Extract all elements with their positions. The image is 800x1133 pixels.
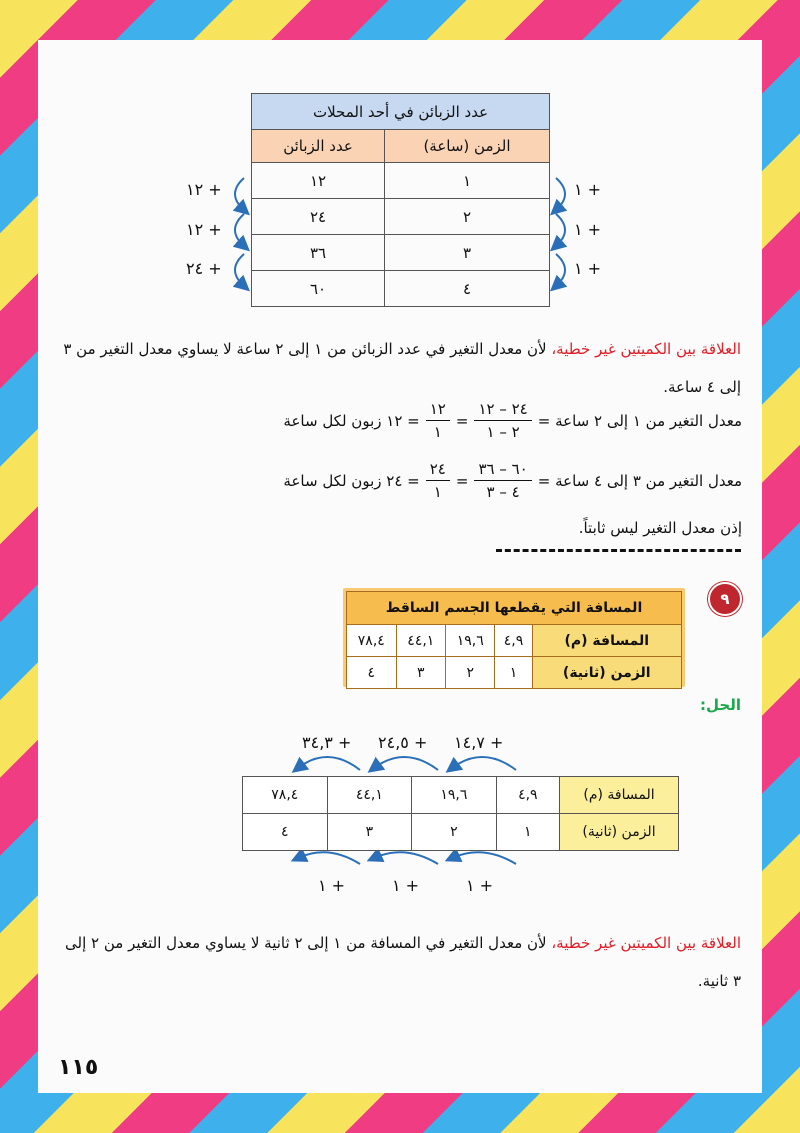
cell: ١ <box>495 657 532 689</box>
arrow-curve <box>556 254 565 286</box>
diff-label: + ١ <box>574 259 602 278</box>
diff-label: + ٢٤ <box>186 259 222 278</box>
cell: ٢ <box>412 814 497 851</box>
cell: ٧٨,٤ <box>347 625 397 657</box>
cell: ٢ <box>446 657 495 689</box>
distance-table <box>242 776 679 851</box>
cell: ٣ <box>385 235 550 271</box>
cell: ١٩,٦ <box>412 777 497 814</box>
fraction <box>426 460 450 501</box>
cell: ٤ <box>347 657 397 689</box>
customers-header: عدد الزبائن <box>252 130 385 163</box>
arrow-curve <box>556 214 565 246</box>
statement-rest: لأن معدل التغير في عدد الزبائن من ١ إلى ٢ ساعة لا يساوي معدل التغير من ٣ إلى ٤ ساعة. <box>63 340 741 396</box>
row-header: الزمن (ثانية) <box>560 814 679 851</box>
denominator: ٢ – ١ <box>486 423 520 441</box>
row-header: المسافة (م) <box>560 777 679 814</box>
diff-label: + ١٤,٧ <box>454 733 504 752</box>
cell: ١ <box>385 163 550 199</box>
paragraph-2 <box>58 924 741 1000</box>
eq-result: = ٢٤ زبون لكل ساعة <box>283 471 420 490</box>
page-number: ١١٥ <box>58 1055 99 1080</box>
arrow-curve <box>374 852 438 864</box>
cell: ٤ <box>243 814 328 851</box>
numerator: ٢٤ <box>426 460 450 481</box>
cell: ٤٤,١ <box>396 625 445 657</box>
arrow-curve <box>452 757 516 770</box>
diff-label: + ١ <box>392 876 420 895</box>
fraction <box>474 460 531 501</box>
cell: ٤ <box>385 271 550 307</box>
cell: ٢ <box>385 199 550 235</box>
paragraph-1 <box>58 330 741 406</box>
eq-label: معدل التغير من ٣ إلى ٤ ساعة = <box>537 471 742 490</box>
denominator: ١ <box>433 423 442 441</box>
numerator: ٢٤ – ١٢ <box>474 400 531 421</box>
row-header: الزمن (ثانية) <box>532 657 681 689</box>
cell: ٢٤ <box>252 199 385 235</box>
diff-label: + ٣٤,٣ <box>302 733 352 752</box>
cell: ٤,٩ <box>496 777 559 814</box>
cell: ١٩,٦ <box>446 625 495 657</box>
cell: ٦٠ <box>252 271 385 307</box>
cell: ٣ <box>396 657 445 689</box>
red-statement: العلاقة بين الكميتين غير خطية، <box>551 340 741 358</box>
equation-2: معدل التغير من ٣ إلى ٤ ساعة = $\frac{٦٠ - ٣٦}{٤ - ٣}$ = $\frac{٢٤}{١}$ = ٢٤ زبون لكل ساعة <box>283 460 742 501</box>
cell: ٧٨,٤ <box>243 777 328 814</box>
arrow-curve <box>235 178 244 210</box>
arrow-curve <box>452 852 516 864</box>
denominator: ٤ – ٣ <box>486 483 520 501</box>
eq-label: معدل التغير من ١ إلى ٢ ساعة = <box>537 411 742 430</box>
equation-1: معدل التغير من ١ إلى ٢ ساعة = $\frac{٢٤ - ١٢}{٢ - ١}$ = $\frac{١٢}{١}$ = ١٢ زبون لكل ساعة <box>283 400 742 441</box>
conclusion: إذن معدل التغير ليس ثابتاً. <box>578 519 742 537</box>
red-statement: العلاقة بين الكميتين غير خطية، <box>551 934 741 952</box>
arrow-curve <box>235 254 244 286</box>
diff-label: + ١ <box>574 220 602 239</box>
falling-body-table <box>346 591 682 689</box>
arrow-curve <box>556 178 565 210</box>
arrow-curve <box>298 757 360 770</box>
arrow-curve <box>298 852 360 864</box>
fraction <box>474 400 531 441</box>
cell: ٣ <box>327 814 412 851</box>
time-header: الزمن (ساعة) <box>385 130 550 163</box>
problem-number-badge: ٩ <box>708 582 742 616</box>
arrow-curve <box>374 757 438 770</box>
diff-label: + ١ <box>574 180 602 199</box>
numerator: ١٢ <box>426 400 450 421</box>
divider <box>496 549 741 552</box>
fraction <box>426 400 450 441</box>
row-header: المسافة (م) <box>532 625 681 657</box>
statement-rest: لأن معدل التغير في المسافة من ١ إلى ٢ ثانية لا يساوي معدل التغير من ٢ إلى ٣ ثانية. <box>65 934 741 990</box>
customers-table-title: عدد الزبائن في أحد المحلات <box>252 94 550 130</box>
cell: ٣٦ <box>252 235 385 271</box>
cell: ٤,٩ <box>495 625 532 657</box>
solution-label: الحل: <box>700 696 741 714</box>
denominator: ١ <box>433 483 442 501</box>
diff-label: + ١ <box>318 876 346 895</box>
eq-result: = ١٢ زبون لكل ساعة <box>283 411 420 430</box>
problem-title: المسافة التي يقطعها الجسم الساقط <box>347 592 682 625</box>
diff-label: + ١ <box>466 876 494 895</box>
numerator: ٦٠ – ٣٦ <box>474 460 531 481</box>
problem-table-box <box>343 588 685 687</box>
diff-label: + ١٢ <box>186 220 222 239</box>
cell: ١ <box>496 814 559 851</box>
arrow-curve <box>235 214 244 246</box>
cell: ٤٤,١ <box>327 777 412 814</box>
cell: ١٢ <box>252 163 385 199</box>
diff-label: + ٢٤,٥ <box>378 733 428 752</box>
diff-label: + ١٢ <box>186 180 222 199</box>
